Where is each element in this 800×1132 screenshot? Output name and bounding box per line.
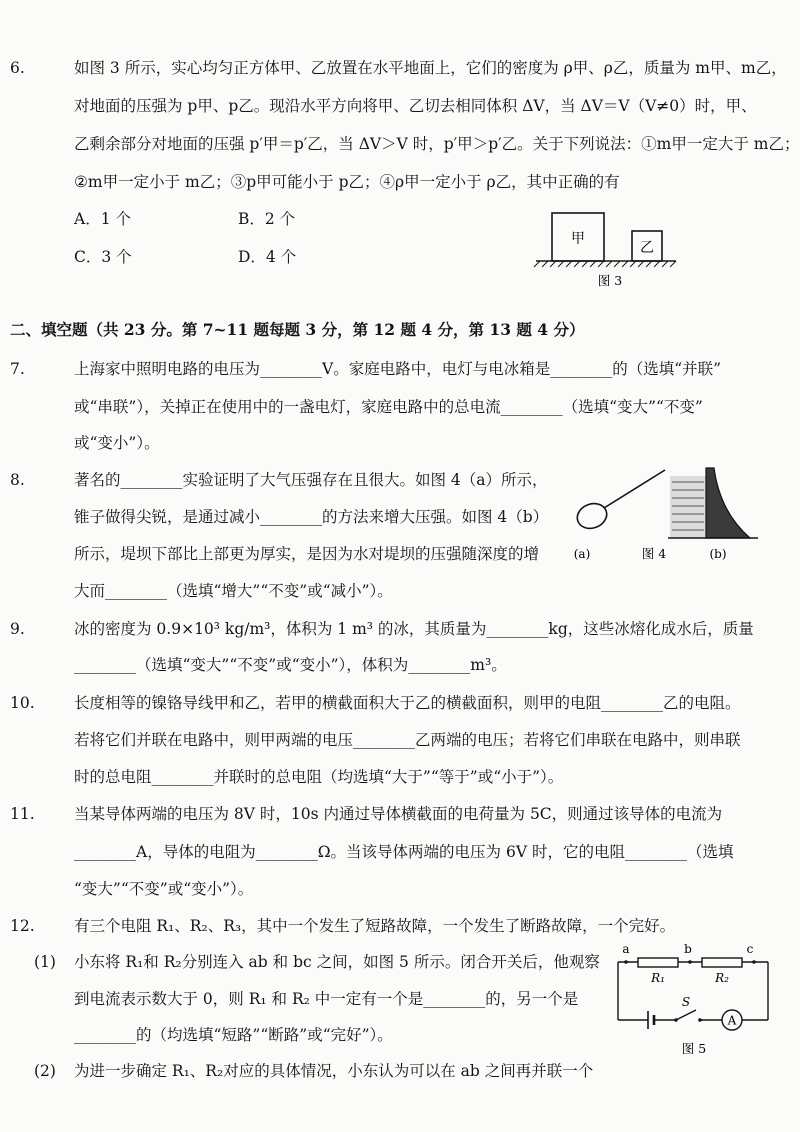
q6-option-a: A．1 个 bbox=[74, 210, 131, 228]
q12-sub2-line-1: 为进一步确定 R₁、R₂对应的具体情况，小东认为可以在 ab 之间再并联一个 bbox=[74, 1062, 594, 1080]
resistor-r2 bbox=[702, 958, 742, 967]
block-yi-label: 乙 bbox=[640, 240, 654, 256]
q9-line-2: ________（选填“变大”“不变”或“变小”），体积为________m³。 bbox=[74, 656, 507, 674]
block-jia-label: 甲 bbox=[571, 231, 585, 247]
terminal-c-label: c bbox=[746, 942, 754, 956]
q6-line-3: 乙剩余部分对地面的压强 p′甲＝p′乙，当 ΔV＞V 时，p′甲＞p′乙。关于下列说法：①m甲一定大于 m乙； bbox=[74, 135, 800, 153]
q12-sub1-line-3: ________的（均选填“短路”“断路”或“完好”）。 bbox=[74, 1026, 393, 1044]
node-a bbox=[624, 960, 628, 964]
terminal-b-label: b bbox=[684, 942, 692, 956]
q6-number: 6. bbox=[10, 59, 25, 77]
q8-line-2: 锥子做得尖锐，是通过减小________的方法来增大压强。如图 4（b） bbox=[74, 508, 549, 526]
q11-number: 11. bbox=[10, 805, 35, 823]
switch-blade bbox=[676, 1010, 696, 1020]
q6-line-1: 如图 3 所示，实心均匀正方体甲、乙放置在水平地面上，它们的密度为 ρ甲、ρ乙，质量为 m甲、m乙， bbox=[74, 59, 787, 77]
r2-label: R₂ bbox=[715, 971, 729, 985]
q10-number: 10. bbox=[10, 694, 35, 712]
switch-label: S bbox=[681, 995, 691, 1009]
awl-needle bbox=[604, 470, 665, 508]
q7-line-1: 上海家中照明电路的电压为________V。家庭电路中，电灯与电冰箱是________的（选填“并联” bbox=[74, 360, 722, 378]
q12-sub2-number: (2) bbox=[34, 1062, 56, 1080]
figure-3-caption: 图 3 bbox=[597, 273, 623, 288]
figure-4-caption: 图 4 bbox=[641, 546, 667, 561]
q6-option-c: C．3 个 bbox=[74, 248, 132, 266]
q12-sub1-number: (1) bbox=[34, 953, 56, 971]
q9-line-1: 冰的密度为 0.9×10³ kg/m³，体积为 1 m³ 的冰，其质量为________kg，这些冰熔化成水后，质量 bbox=[74, 620, 754, 638]
figure-4a-label: (a) bbox=[573, 547, 591, 561]
q7-number: 7. bbox=[10, 360, 25, 378]
q7-line-2: 或“串联”），关掉正在使用中的一盏电灯，家庭电路中的总电流________（选填“变大”“不变” bbox=[74, 398, 703, 416]
q6-option-b: B．2 个 bbox=[238, 210, 296, 228]
terminal-a-label: a bbox=[622, 942, 630, 956]
q6-line-2: 对地面的压强为 p甲、p乙。现沿水平方向将甲、乙切去相同体积 ΔV，当 ΔV＝V（V≠0）时，甲、 bbox=[74, 97, 757, 115]
r1-label: R₁ bbox=[651, 971, 665, 985]
q12-number: 12. bbox=[10, 917, 35, 935]
figure-5-caption: 图 5 bbox=[681, 1041, 707, 1056]
figure-3 bbox=[530, 205, 680, 295]
q11-line-1: 当某导体两端的电压为 8V 时，10s 内通过导体横截面的电荷量为 5C，则通过该导体的电流为 bbox=[74, 805, 723, 823]
q8-line-3: 所示，堤坝下部比上部更为厚实，是因为水对堤坝的压强随深度的增 bbox=[74, 545, 540, 563]
dam bbox=[706, 468, 750, 538]
awl-handle bbox=[574, 500, 610, 533]
q9-number: 9. bbox=[10, 620, 25, 638]
figure-5 bbox=[610, 940, 780, 1062]
q11-line-3: “变大”“不变”或“变小”）。 bbox=[74, 880, 254, 898]
figure-4 bbox=[570, 462, 775, 570]
q8-line-1: 著名的________实验证明了大气压强存在且很大。如图 4（a）所示， bbox=[74, 471, 548, 489]
ammeter-label: A bbox=[727, 1013, 737, 1028]
q11-line-2: ________A，导体的电阻为________Ω。当该导体两端的电压为 6V 时，它的电阻________（选填 bbox=[74, 843, 734, 861]
q12-sub1-line-2: 到电流表示数大于 0，则 R₁ 和 R₂ 中一定有一个是________的，另一个是 bbox=[74, 990, 579, 1008]
node-b bbox=[688, 960, 692, 964]
q12-sub1-line-1: 小东将 R₁和 R₂分别连入 ab 和 bc 之间，如图 5 所示。闭合开关后，他观察 bbox=[74, 953, 600, 971]
q8-line-4: 大而________（选填“增大”“不变”或“减小”）。 bbox=[74, 582, 393, 600]
q10-line-1: 长度相等的镍铬导线甲和乙，若甲的横截面积大于乙的横截面积，则甲的电阻________乙的电阻。 bbox=[74, 694, 741, 712]
section-2-title: 二、填空题（共 23 分。第 7~11 题每题 3 分，第 12 题 4 分，第 13 题 4 分） bbox=[10, 320, 585, 339]
water bbox=[670, 476, 706, 538]
figure-4b-label: (b) bbox=[709, 547, 727, 561]
q10-line-3: 时的总电阻________并联时的总电阻（均选填“大于”“等于”或“小于”）。 bbox=[74, 768, 564, 786]
ground-hatch bbox=[534, 261, 676, 267]
q12-line-1: 有三个电阻 R₁、R₂、R₃，其中一个发生了短路故障，一个发生了断路故障，一个完好。 bbox=[74, 917, 676, 935]
q7-line-3: 或“变小”）。 bbox=[74, 434, 160, 452]
q6-option-d: D．4 个 bbox=[238, 248, 297, 266]
q6-line-4: ②m甲一定小于 m乙；③p甲可能小于 p乙；④ρ甲一定小于 ρ乙，其中正确的有 bbox=[74, 173, 620, 191]
resistor-r1 bbox=[638, 958, 678, 967]
q10-line-2: 若将它们并联在电路中，则甲两端的电压________乙两端的电压；若将它们串联在电路中，则串联 bbox=[74, 731, 741, 749]
q8-number: 8. bbox=[10, 471, 25, 489]
node-c bbox=[752, 960, 756, 964]
